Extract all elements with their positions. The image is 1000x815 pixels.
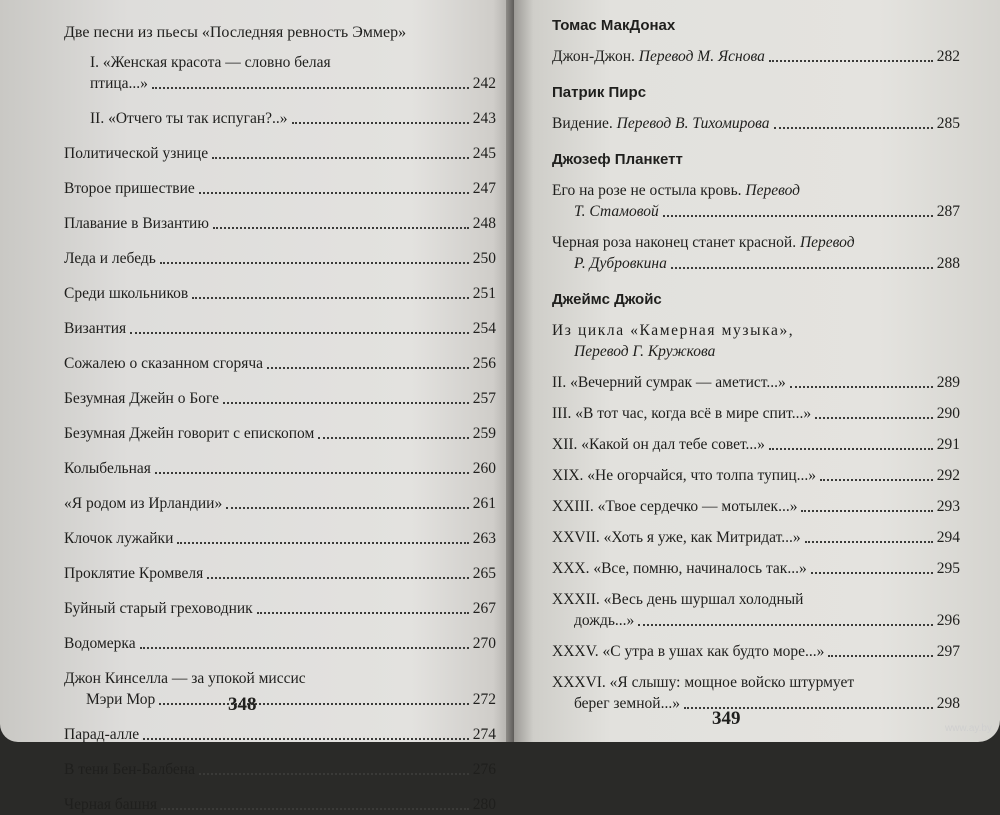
toc-entry (64, 108, 496, 129)
toc-entry (64, 283, 496, 304)
dot-leader (161, 808, 469, 810)
dot-leader (140, 647, 469, 649)
toc-entry-title: XXVII. «Хоть я уже, как Митридат...» (552, 529, 801, 546)
toc-page-number: 290 (936, 405, 960, 422)
toc-entry (552, 372, 960, 393)
toc-entry-title: II. «Отчего ты так испуган?..» (90, 110, 288, 127)
toc-page-number: 270 (472, 635, 496, 652)
toc-page-number: 263 (472, 530, 496, 547)
toc-entry-title-cont: птица...» (90, 75, 148, 92)
toc-entry (552, 465, 960, 486)
toc-entry (64, 52, 496, 94)
toc-entry (64, 759, 496, 780)
toc-page-number: 297 (936, 643, 960, 660)
toc-page-number: 257 (472, 390, 496, 407)
author-heading: Джеймс Джойс (552, 291, 662, 308)
author-heading: Томас МакДонах (552, 17, 676, 34)
dot-leader (226, 507, 469, 509)
toc-entry-title: Видение. Перевод В. Тихомирова (552, 115, 770, 132)
toc-entry (552, 672, 960, 714)
dot-leader (638, 624, 932, 626)
dot-leader (790, 386, 933, 388)
toc-entry (552, 527, 960, 548)
toc-page-number: 298 (936, 695, 960, 712)
cycle-title: Из цикла «Камерная музыка», (552, 322, 795, 339)
toc-entry (64, 794, 496, 815)
toc-entry-title: Безумная Джейн говорит с епископом (64, 425, 315, 442)
toc-entry (552, 403, 960, 424)
dot-leader (207, 577, 469, 579)
toc-entry-title-cont: берег земной...» (574, 695, 680, 712)
toc-entry-title: III. «В тот час, когда всё в мире спит...» (552, 405, 812, 422)
dot-leader (815, 417, 933, 419)
dot-leader (828, 655, 932, 657)
toc-page-number: 294 (936, 529, 960, 546)
toc-entry-title: Джон-Джон. Перевод М. Яснова (552, 48, 765, 65)
toc-entry-title: Плавание в Византию (64, 215, 209, 232)
right-page (514, 0, 1000, 742)
toc-page-number: 289 (936, 374, 960, 391)
translator: Р. Дубровкина (574, 255, 667, 272)
dot-leader (769, 60, 933, 62)
toc-page-number: 254 (472, 320, 496, 337)
dot-leader (199, 773, 469, 775)
dot-leader (774, 127, 933, 129)
toc-list-right (552, 372, 960, 714)
toc-entry (64, 493, 496, 514)
toc-entry-title: Водомерка (64, 635, 136, 652)
toc-entry-title: «Я родом из Ирландии» (64, 495, 223, 512)
dot-leader (160, 262, 469, 264)
toc-entry-title: Безумная Джейн о Боге (64, 390, 220, 407)
toc-page-number: 272 (472, 691, 496, 708)
toc-entry (552, 434, 960, 455)
toc-entry (552, 46, 960, 67)
toc-entry-title: XIX. «Не огорчайся, что толпа тупиц...» (552, 467, 817, 484)
toc-page-number: 280 (472, 796, 496, 813)
toc-entry-title: XXXII. «Весь день шуршал холодный (552, 591, 804, 608)
toc-entry-title: Византия (64, 320, 127, 337)
toc-page-number: 245 (472, 145, 496, 162)
page-number-left: 348 (228, 694, 257, 715)
toc-entry (64, 528, 496, 549)
toc-entry (64, 178, 496, 199)
toc-entry-title: Сожалею о сказанном сгоряча (64, 355, 264, 372)
toc-page-number: 242 (472, 75, 496, 92)
toc-entry-title: Джон Кинселла — за упокой миссис (64, 670, 306, 687)
toc-page-number: 292 (936, 467, 960, 484)
translator: Перевод В. Тихомирова (616, 115, 770, 132)
toc-entry (552, 232, 960, 274)
toc-page-number: 282 (936, 48, 960, 65)
dot-leader (811, 572, 933, 574)
toc-entry-title: Колыбельная (64, 460, 151, 477)
toc-entry-title: XII. «Какой он дал тебе совет...» (552, 436, 765, 453)
toc-entry-title: II. «Вечерний сумрак — аметист...» (552, 374, 786, 391)
toc-entry (552, 180, 960, 222)
toc-entry-title: Буйный старый греховодник (64, 600, 253, 617)
toc-page-number: 296 (936, 612, 960, 629)
page-number-right: 349 (712, 708, 741, 729)
dot-leader (663, 215, 933, 217)
toc-entry (552, 589, 960, 631)
toc-page-number: 261 (472, 495, 496, 512)
toc-page-number: 291 (936, 436, 960, 453)
toc-page-number: 274 (472, 726, 496, 743)
toc-page-number: 288 (936, 255, 960, 272)
dot-leader (820, 479, 933, 481)
toc-entry (64, 633, 496, 654)
dot-leader (318, 437, 468, 439)
toc-entry-title: XXX. «Все, помню, начиналось так...» (552, 560, 807, 577)
toc-entry-title: Леда и лебедь (64, 250, 156, 267)
toc-entry (64, 598, 496, 619)
dot-leader (267, 367, 469, 369)
dot-leader (801, 510, 932, 512)
toc-entry (552, 558, 960, 579)
author-heading: Джозеф Планкетт (552, 151, 683, 168)
toc-entry-title: Клочок лужайки (64, 530, 174, 547)
toc-entry-title: Черная башня (64, 796, 158, 813)
toc-entry-title: XXXVI. «Я слышу: мощное войско штурмует (552, 674, 855, 691)
toc-list-left (64, 52, 496, 815)
toc-entry-title: Его на розе не остыла кровь. Перевод (552, 182, 801, 199)
toc-page-number: 285 (936, 115, 960, 132)
toc-page-number: 295 (936, 560, 960, 577)
dot-leader (192, 297, 469, 299)
dot-leader (155, 472, 469, 474)
toc-entry-title: Среди школьников (64, 285, 189, 302)
toc-entry (64, 458, 496, 479)
toc-page-number: 287 (936, 203, 960, 220)
dot-leader (199, 192, 469, 194)
toc-page-number: 247 (472, 180, 496, 197)
toc-entry-title: XXIII. «Твое сердечко — мотылек...» (552, 498, 798, 515)
dot-leader (292, 122, 469, 124)
toc-entry-title: Черная роза наконец станет красной. Перевод (552, 234, 855, 251)
toc-entry (64, 143, 496, 164)
toc-entry (552, 641, 960, 662)
dot-leader (671, 267, 933, 269)
toc-page-number: 259 (472, 425, 496, 442)
dot-leader (805, 541, 933, 543)
translator: Перевод М. Яснова (638, 48, 765, 65)
dot-leader (143, 738, 469, 740)
toc-entry (64, 563, 496, 584)
toc-entry (64, 423, 496, 444)
toc-page-number: 265 (472, 565, 496, 582)
toc-entry (552, 496, 960, 517)
toc-entry (64, 248, 496, 269)
toc-entry (64, 724, 496, 745)
toc-entry-title: Политической узнице (64, 145, 209, 162)
toc-page-number: 267 (472, 600, 496, 617)
dot-leader (257, 612, 469, 614)
watermark: www.ay.by (944, 723, 992, 734)
dot-leader (177, 542, 468, 544)
toc-entry (552, 113, 960, 134)
section-heading: Две песни из пьесы «Последняя ревность Эммер» (64, 24, 407, 41)
toc-entry-title-cont: дождь...» (574, 612, 635, 629)
toc-entry-title: Проклятие Кромвеля (64, 565, 204, 582)
author-heading: Патрик Пирс (552, 84, 647, 101)
toc-entry (64, 213, 496, 234)
dot-leader (223, 402, 469, 404)
toc-entry-title-cont: Мэри Мор (86, 691, 156, 708)
dot-leader (213, 227, 469, 229)
dot-leader (212, 157, 469, 159)
dot-leader (152, 87, 469, 89)
toc-page-number: 243 (472, 110, 496, 127)
translator: Т. Стамовой (574, 203, 659, 220)
toc-page-number: 293 (936, 498, 960, 515)
toc-entry (64, 318, 496, 339)
cycle-heading (552, 320, 960, 362)
dot-leader (159, 703, 468, 705)
toc-entry (64, 668, 496, 710)
toc-page-number: 251 (472, 285, 496, 302)
toc-page-number: 276 (472, 761, 496, 778)
translator: Перевод Г. Кружкова (574, 343, 716, 360)
toc-entry-title: I. «Женская красота — словно белая (90, 54, 331, 71)
toc-entry-title: В тени Бен-Балбена (64, 761, 195, 778)
toc-entry (64, 388, 496, 409)
toc-entry-title: Второе пришествие (64, 180, 195, 197)
toc-page-number: 256 (472, 355, 496, 372)
toc-page-number: 250 (472, 250, 496, 267)
toc-page-number: 260 (472, 460, 496, 477)
dot-leader (769, 448, 933, 450)
toc-entry (64, 353, 496, 374)
toc-entry-title: Парад-алле (64, 726, 140, 743)
toc-entry-title: XXXV. «С утра в ушах как будто море...» (552, 643, 825, 660)
dot-leader (130, 332, 469, 334)
toc-page-number: 248 (472, 215, 496, 232)
